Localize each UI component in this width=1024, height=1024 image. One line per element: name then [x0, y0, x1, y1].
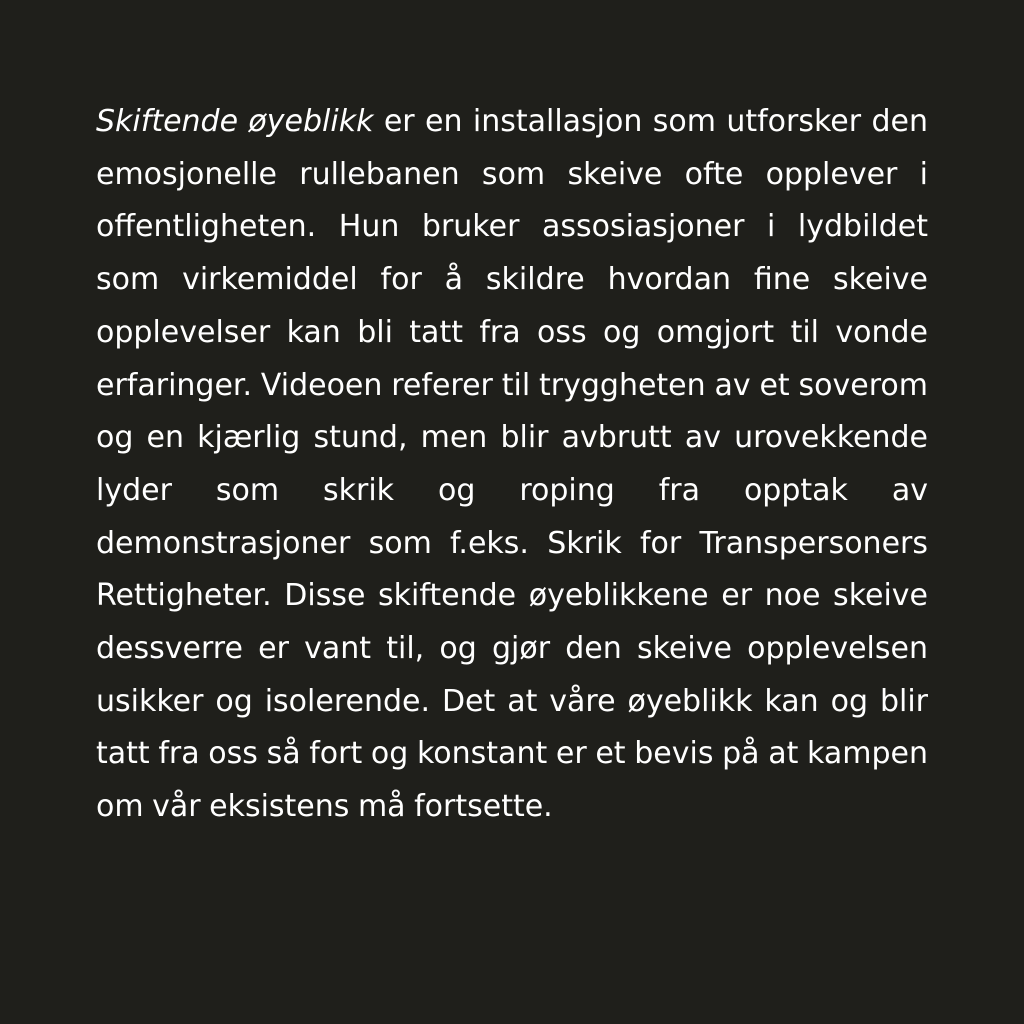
description-paragraph	[96, 96, 928, 834]
description-body: er en installasjon som utforsker den emosjonelle rullebanen som skeive ofte opplever i offentligheten. Hun bruker assosiasjoner i lydbildet som virkemiddel for å skildre hvordan fine skeive opplevelser kan bli tatt fra oss og omgjort til vonde erfaringer. Videoen referer til tryggheten av et soverom og en kjærlig stund, men blir avbrutt av urovekkende lyder som skrik og roping fra opptak av demonstrasjoner som f.eks. Skrik for Transpersoners Rettigheter. Disse skiftende øyeblikkene er noe skeive dessverre er vant til, og gjør den skeive opplevelsen usikker og isolerende. Det at våre øyeblikk kan og blir tatt fra oss så fort og konstant er et bevis på at kampen om vår eksistens må fortsette.	[96, 104, 928, 825]
artwork-title: Skiftende øyeblikk	[96, 104, 374, 139]
